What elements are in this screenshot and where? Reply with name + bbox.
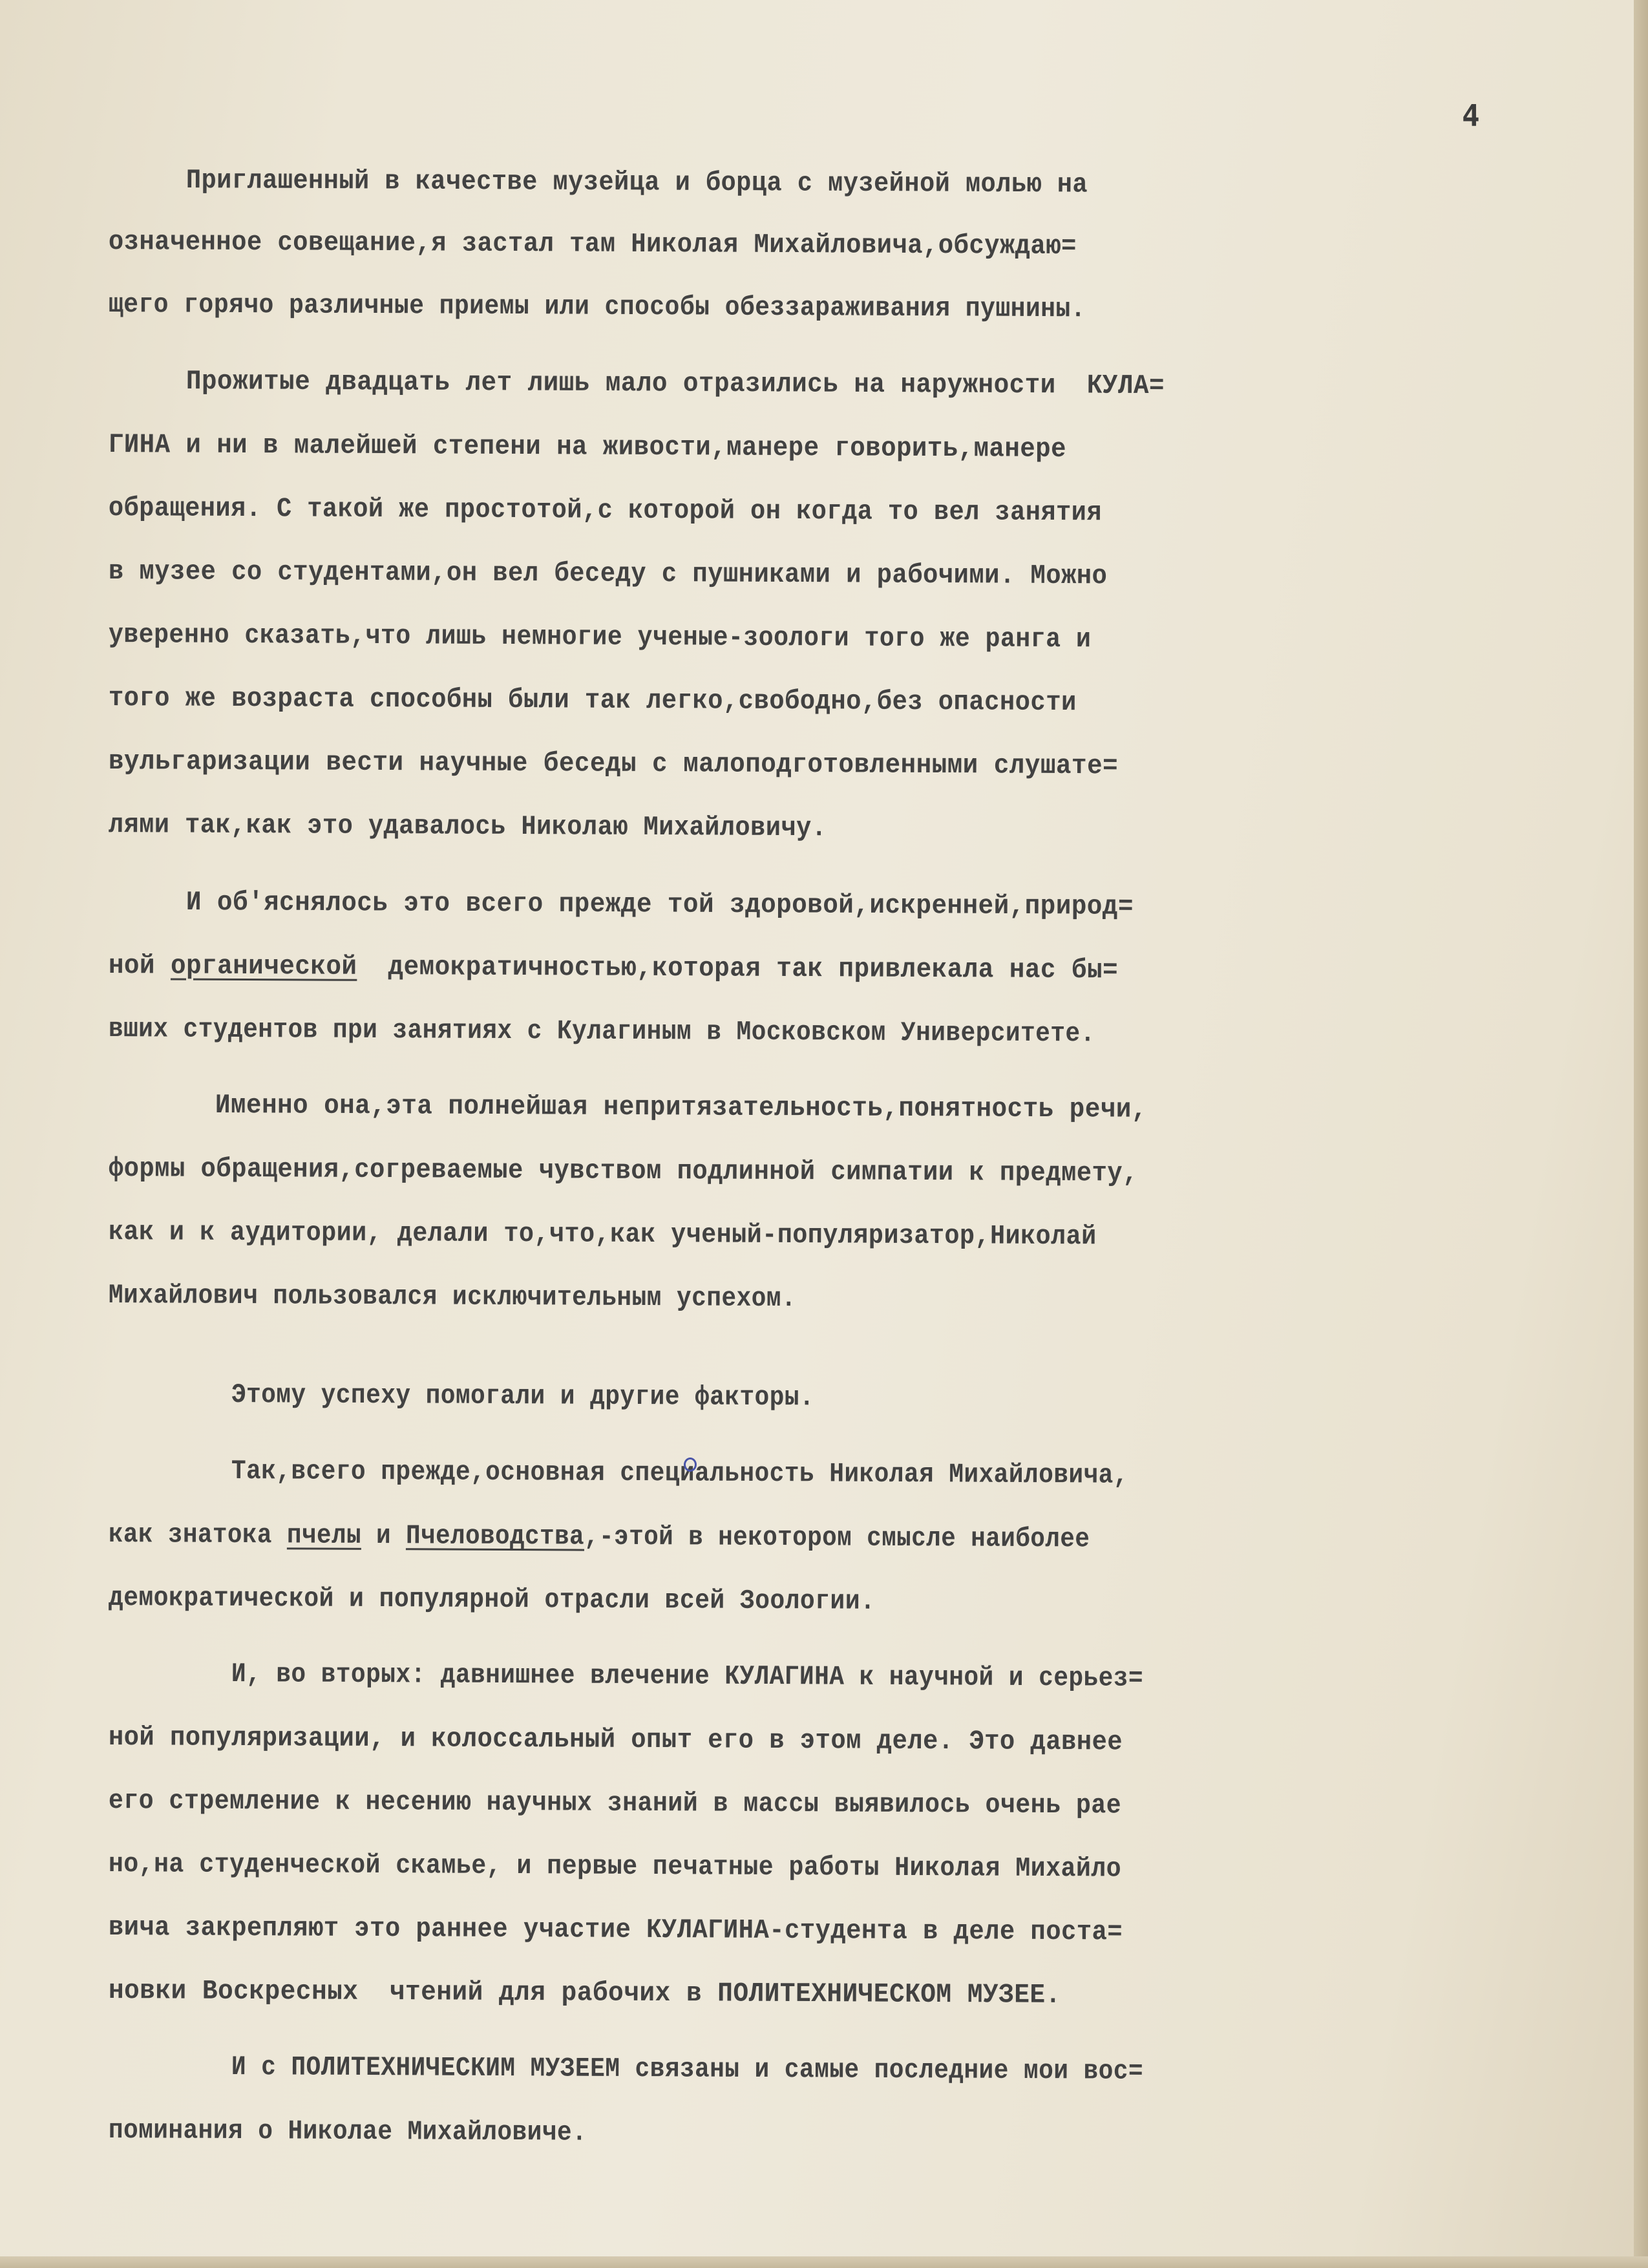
text-line: И, во вторых: давнишнее влечение КУЛАГИНА к научной и серьез= [231,1659,1144,1694]
text-line: вича закрепляют это раннее участие КУЛАГИНА-студента в деле поста= [108,1912,1123,1948]
text-line: уверенно сказать,что лишь немногие ученые-зоологи того же ранга и [108,619,1092,655]
text-line: Прожитые двадцать лет лишь мало отразились на наружности КУЛА= [185,366,1165,402]
paper-edge-bottom [0,2256,1648,2268]
text-line: как и к аудитории, делали то,что,как ученый-популяризатор,Николай [108,1216,1097,1253]
text-segment: демократичностью,которая так привлекала нас бы= [357,951,1119,986]
paper-edge-right [1634,0,1648,2268]
text-segment: как знатока [108,1519,288,1551]
ink-correction-mark [684,1457,697,1472]
underlined-word: Пчеловодства [405,1520,585,1553]
text-segment: ной [108,950,171,982]
text-line: щего горячо различные приемы или способы обеззараживания пушнины. [108,289,1086,325]
text-line: в музее со студентами,он вел беседу с пушниками и рабочими. Можно [108,556,1108,592]
text-line: демократической и популярной отрасли всей Зоологии. [108,1582,876,1617]
text-line: но,на студенческой скамье, и первые печатные работы Николая Михайло [108,1849,1122,1885]
text-line: вульгаризации вести научные беседы с малоподготовленными слушате= [108,746,1119,782]
text-line: вших студентов при занятиях с Кулагиным в Московском Университете. [108,1013,1095,1050]
text-line: его стремление к несению научных знаний в массы выявилось очень рае [108,1785,1122,1821]
underlined-word: органической [170,950,357,982]
text-line: ГИНА и ни в малейшей степени на живости,манере говорить,манере [108,429,1067,465]
text-line: формы обращения,согреваемые чувством подлинной симпатии к предмету, [108,1153,1139,1189]
text-line: Приглашенный в качестве музейца и борца с музейной молью на [185,165,1088,200]
text-line: И об'яснялось это всего прежде той здоровой,искренней,природ= [185,887,1134,922]
text-line: лями так,как это удавалось Николаю Михайловичу. [108,809,827,844]
text-line: Именно она,эта полнейшая непритязательность,понятность речи, [215,1090,1147,1125]
text-segment: ,-этой в некотором смысле наиболее [584,1521,1090,1555]
text-line: Этому успеху помогали и другие факторы. [231,1379,815,1414]
text-line: обращения. С такой же простотой,с которой он когда то вел занятия [108,493,1103,529]
text-line: того же возраста способны были так легко,свободно,без опасности [108,683,1077,719]
text-line [109,950,1118,986]
text-segment: и [361,1520,407,1552]
text-line: Так,всего прежде,основная специальность Николая Михайловича, [231,1456,1129,1491]
text-line: поминания о Николае Михайловиче. [108,2115,587,2148]
text-line: Михайлович пользовался исключительным успехом. [108,1280,797,1315]
text-line [109,1519,1090,1554]
text-line: новки Воскресных чтений для рабочих в ПОЛИТЕХНИЧЕСКОМ МУЗЕЕ. [108,1975,1061,2011]
text-line: ной популяризации, и колоссальный опыт его в этом деле. Это давнее [108,1722,1123,1758]
page-number: 4 [1462,98,1480,133]
text-line: означенное совещание,я застал там Николая Михайловича,обсуждаю= [108,226,1077,262]
underlined-word: пчелы [286,1520,362,1551]
text-line: И с ПОЛИТЕХНИЧЕСКИМ МУЗЕЕМ связаны и самые последние мои вос= [231,2051,1144,2087]
